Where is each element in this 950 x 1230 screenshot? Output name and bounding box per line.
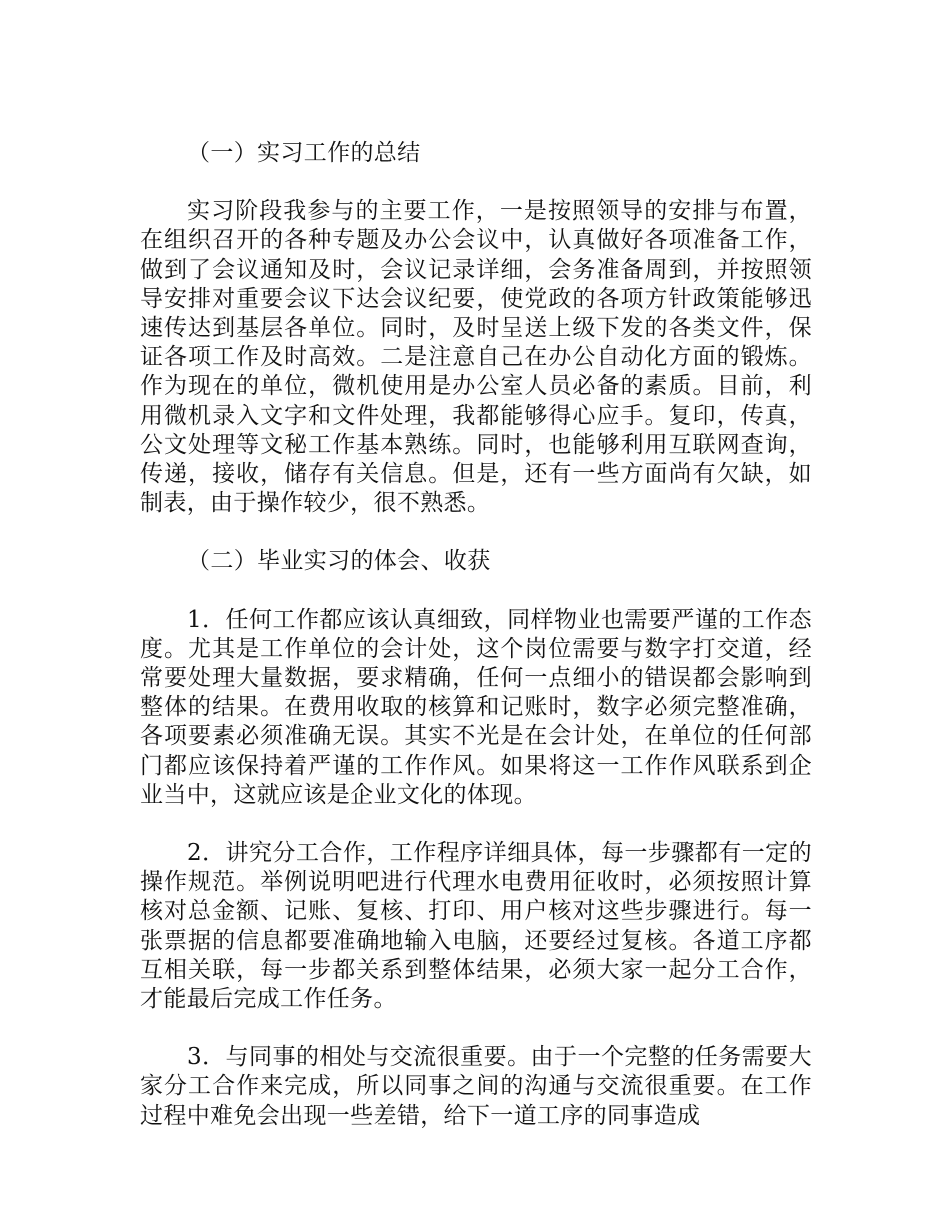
spacer [140, 1014, 812, 1043]
section-heading-summary: （一）实习工作的总结 [187, 140, 421, 166]
section-heading-gains: （二）毕业实习的体会、收获 [187, 548, 491, 575]
paragraph-point-3: 3．与同事的相处与交流很重要。由于一个完整的任务需要大家分工合作来完成，所以同事之间的沟通与交流很重要。在工作过程中难免会出现一些差错，给下一道工序的同事造成 [140, 1044, 812, 1129]
spacer [140, 810, 812, 839]
spacer [140, 518, 812, 547]
spacer [140, 168, 812, 197]
paragraph-work-summary: 实习阶段我参与的主要工作，一是按照领导的安排与布置，在组织召开的各种专题及办公会议中，认真做好各项准备工作，做到了会议通知及时，会议记录详细，会务准备周到，并按照领导安排对重要会议下达会议纪要，使党政的各项方针政策能够迅速传达到基层各单位。同时，及时呈送上级下发的各类文件，保证各项工作及时高效。二是注意自己在办公自动化方面的锻炼。作为现在的单位，微机使用是办公室人员必备的素质。目前，利用微机录入文字和文件处理，我都能够得心应手。复印，传真，公文处理等文秘工作基本熟练。同时，也能够利用互联网查询，传递，接收，储存有关信息。但是，还有一些方面尚有欠缺，如制表，由于操作较少，很不熟悉。 [140, 198, 812, 517]
document-body [140, 139, 812, 1131]
paragraph-point-2: 2．讲究分工合作，工作程序详细具体，每一步骤都有一定的操作规范。举例说明吧进行代理水电费用征收时，必须按照计算核对总金额、记账、复核、打印、用户核对这些步骤进行。每一张票据的信息都要准确地输入电脑，还要经过复核。各道工序都互相关联，每一步都关系到整体结果，必须大家一起分工合作，才能最后完成工作任务。 [140, 840, 812, 1013]
spacer [140, 577, 812, 606]
paragraph-point-1: 1．任何工作都应该认真细致，同样物业也需要严谨的工作态度。尤其是工作单位的会计处，这个岗位需要与数字打交道，经常要处理大量数据，要求精确，任何一点细小的错误都会影响到整体的结果。在费用收取的核算和记账时，数字必须完整准确，各项要素必须准确无误。其实不光是在会计处，在单位的任何部门都应该保持着严谨的工作作风。如果将这一工作作风联系到企业当中，这就应该是企业文化的体现。 [140, 606, 812, 808]
